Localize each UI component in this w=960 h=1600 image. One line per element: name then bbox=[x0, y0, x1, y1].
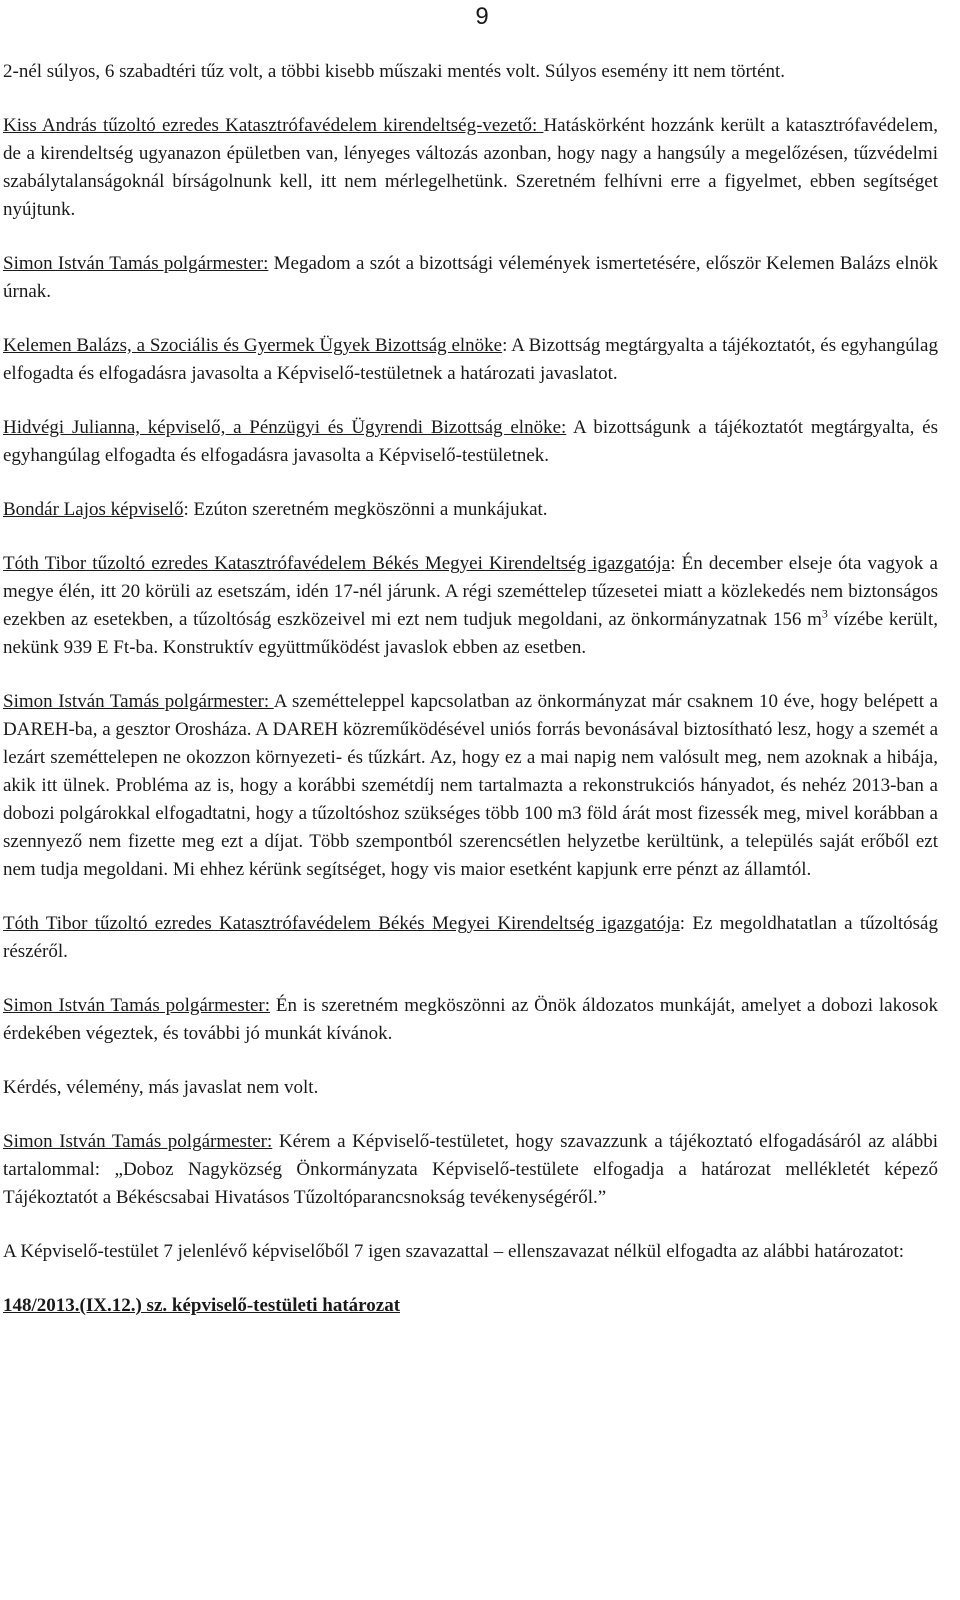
paragraph-text: vízébe került, nekünk 939 E Ft-ba. Konstruktív együttműködést javaslok ebben az esetben. bbox=[3, 609, 938, 658]
paragraph-text: 2-nél súlyos, 6 szabadtéri tűz volt, a többi kisebb műszaki mentés volt. Súlyos esemény itt nem történt. bbox=[3, 61, 786, 82]
resolution-title: 148/2013.(IX.12.) sz. képviselő-testületi határozat bbox=[3, 1295, 401, 1316]
paragraph bbox=[3, 58, 938, 86]
speaker-name: Simon István Tamás polgármester: bbox=[3, 1131, 273, 1152]
paragraph-text: : Én december elseje óta vagyok a megye élén, itt 20 körüli az esetszám, idén 17-nél járunk. A régi szeméttelep tűzesetei miatt a közlekedés nem biztonságos ezekben az esetekben, a tűzoltóság eszközeivel mi ezt nem tudjuk megoldani, az önkormányzatnak 156 m bbox=[3, 553, 938, 630]
paragraph bbox=[3, 910, 938, 966]
paragraph-text: Kérem a Képviselő-testületet, hogy szavazzunk a tájékoztató elfogadásáról az alábbi tartalommal: „Doboz Nagyközség Önkormányzata Képviselő-testülete elfogadja a határozat mellékletét képező Tájékoztatót a Békéscsabai Hivatásos Tűzoltóparancsnokság tevékenységéről.” bbox=[3, 1131, 938, 1208]
paragraph bbox=[3, 332, 938, 388]
speaker-name: Simon István Tamás polgármester: bbox=[3, 253, 269, 274]
speaker-name: Kelemen Balázs, a Szociális és Gyermek Ügyek Bizottság elnöke bbox=[3, 335, 503, 356]
speaker-name: Bondár Lajos képviselő bbox=[3, 499, 184, 520]
speaker-name: Simon István Tamás polgármester: bbox=[3, 691, 274, 712]
paragraph-text: A Képviselő-testület 7 jelenlévő képviselőből 7 igen szavazattal – ellenszavazat nélkül elfogadta az alábbi határozatot: bbox=[3, 1241, 905, 1262]
paragraph-text: : Ez megoldhatatlan a tűzoltóság részéről. bbox=[3, 913, 938, 962]
paragraph-text: : Ezúton szeretném megköszönni a munkájukat. bbox=[183, 499, 548, 520]
paragraph bbox=[3, 112, 938, 224]
paragraph-text: A bizottságunk a tájékoztatót megtárgyalta, és egyhangúlag elfogadta és elfogadásra javasolta a Képviselő-testületnek. bbox=[3, 417, 938, 466]
speaker-name: Tóth Tibor tűzoltó ezredes Katasztrófavédelem Békés Megyei Kirendeltség igazgatója bbox=[3, 913, 680, 934]
speaker-name: Hidvégi Julianna, képviselő, a Pénzügyi és Ügyrendi Bizottság elnöke: bbox=[3, 417, 567, 438]
paragraph bbox=[3, 414, 938, 470]
superscript: 3 bbox=[821, 606, 828, 621]
paragraph bbox=[3, 1128, 938, 1212]
speaker-name: Tóth Tibor tűzoltó ezredes Katasztrófavédelem Békés Megyei Kirendeltség igazgatója bbox=[3, 553, 671, 574]
page-number: 9 bbox=[475, 3, 489, 30]
speaker-name: Simon István Tamás polgármester: bbox=[3, 995, 271, 1016]
paragraph-text: : A Bizottság megtárgyalta a tájékoztatót, és egyhangúlag elfogadta és elfogadásra javasolta a Képviselő-testületnek a határozati javaslatot. bbox=[3, 335, 938, 384]
paragraph bbox=[3, 250, 938, 306]
paragraph bbox=[3, 496, 938, 524]
paragraph-text: Megadom a szót a bizottsági vélemények ismertetésére, először Kelemen Balázs elnök úrnak. bbox=[3, 253, 939, 302]
paragraph bbox=[3, 992, 938, 1048]
paragraph bbox=[3, 550, 938, 662]
paragraph-text: Én is szeretném megköszönni az Önök áldozatos munkáját, amelyet a dobozi lakosok érdekében végeztek, és további jó munkát kívánok. bbox=[3, 995, 938, 1044]
document-body bbox=[3, 58, 938, 1346]
paragraph bbox=[3, 1074, 938, 1102]
speaker-name: Kiss András tűzoltó ezredes Katasztrófavédelem kirendeltség-vezető: bbox=[3, 115, 544, 136]
paragraph-text: Hatáskörként hozzánk került a katasztrófavédelem, de a kirendeltség ugyanazon épületben van, lényeges változás azonban, hogy nagy a hangsúly a megelőzésen, tűzvédelmi szabálytalanságoknál bírságolnunk kell, itt nem mérlegelhetünk. Szeretném felhívni erre a figyelmet, ebben segítséget nyújtunk. bbox=[3, 115, 939, 220]
paragraph bbox=[3, 1238, 938, 1266]
paragraph bbox=[3, 688, 938, 884]
paragraph-text: A szeméttelеppel kapcsolatban az önkormányzat már csaknem 10 éve, hogy belépett a DAREH-ba, a gesztor Orosháza. A DAREH közreműködésével uniós forrás bevonásával biztosítható lesz, hogy a szemét a lezárt szeméttelepen ne okozzon környezeti- és tűzkárt. Az, hogy ez a mai napig nem valósult meg, nem azoknak a hibája, akik itt ülnek. Probléma az is, hogy a korábbi szemétdíj nem tartalmazta a rekonstrukciós hányadot, és nehéz 2013-ban a dobozi polgárokkal elfogadtatni, hogy a tűzoltóshoz szükséges több 100 m3 föld árát most fizessék meg, mivel korábban a szennyező nem fizette meg ezt a díjat. Több szempontból szerencsétlen helyzetbe kerültünk, a település saját erőből ezt nem tudja megoldani. Mi ehhez kérünk segítséget, hogy vis maior esetként kapjunk erre pénzt az államtól. bbox=[3, 691, 938, 880]
paragraph-text: Kérdés, vélemény, más javaslat nem volt. bbox=[3, 1077, 319, 1098]
